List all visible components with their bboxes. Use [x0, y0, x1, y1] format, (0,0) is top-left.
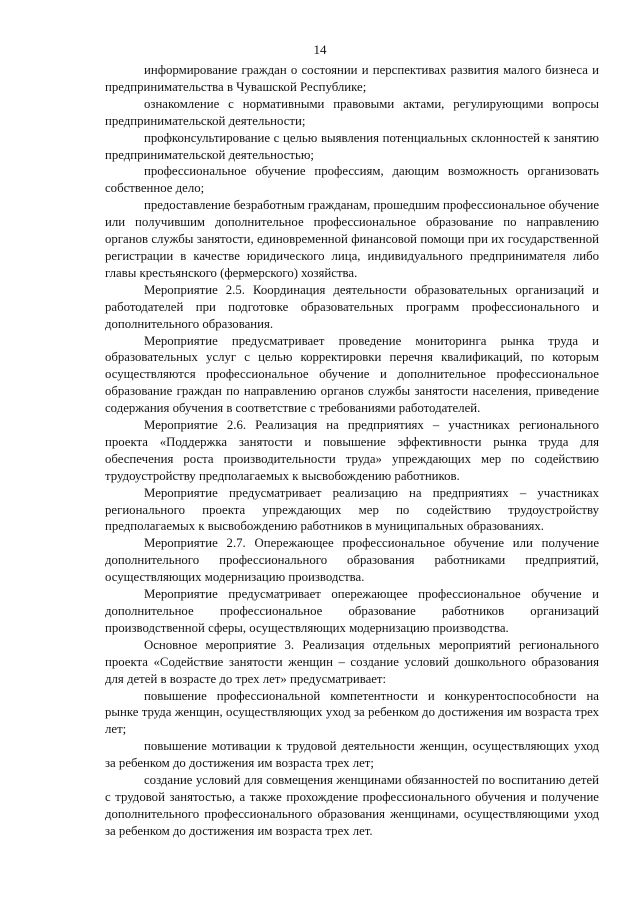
paragraph: Основное мероприятие 3. Реализация отдельных мероприятий регионального проекта «Содействие занятости женщин – создание условий дошкольного образования для детей в возрасте до трех лет» предусматривает:: [105, 637, 599, 686]
document-body: [105, 62, 599, 840]
paragraph: Мероприятие предусматривает опережающее профессиональное обучение и дополнительное профессиональное образование работников организаций производственной сферы, осуществляющих модернизацию производства.: [105, 587, 599, 635]
paragraph: Мероприятие предусматривает реализацию на предприятиях – участниках регионального проекта упреждающих мер по содействию трудоустройству предполагаемых к высвобождению работников в муниципальных образованиях.: [105, 485, 599, 534]
paragraph: ознакомление с нормативными правовыми актами, регулирующими вопросы предпринимательской деятельности;: [105, 96, 599, 128]
paragraph: профессиональное обучение профессиям, дающим возможность организовать собственное дело;: [105, 164, 599, 196]
paragraph: информирование граждан о состоянии и перспективах развития малого бизнеса и предпринимательства в Чувашской Республике;: [105, 63, 599, 94]
paragraph: создание условий для совмещения женщинами обязанностей по воспитанию детей с трудовой занятостью, а также прохождение профессионального обучения и получение дополнительного профессионального образования женщинами, осуществляющими уход за ребенком до достижения им возраста трех лет.: [105, 773, 599, 838]
paragraph: Мероприятие предусматривает проведение мониторинга рынка труда и образовательных услуг с целью корректировки перечня квалификаций, по которым осуществляются профессиональное обучение и дополнительное профессиональное образование граждан по направлению органов службы занятости населения, приведение содержания обучения в соответствие с требованиями работодателей.: [105, 333, 599, 416]
paragraph: повышение мотивации к трудовой деятельности женщин, осуществляющих уход за ребенком до достижения им возраста трех лет;: [105, 739, 599, 771]
page-number: 14: [313, 42, 327, 57]
paragraph: Мероприятие 2.7. Опережающее профессиональное обучение или получение дополнительного профессионального образования работниками предприятий, осуществляющих модернизацию производства.: [105, 536, 599, 585]
paragraph: Мероприятие 2.5. Координация деятельности образовательных организаций и работодателей при подготовке образовательных программ профессионального и дополнительного образования.: [105, 282, 599, 331]
paragraph: Мероприятие 2.6. Реализация на предприятиях – участниках регионального проекта «Поддержка занятости и повышение эффективности рынка труда для обеспечения роста производительности труда» упреждающих мер по содействию трудоустройству предполагаемых к высвобождению работников.: [105, 418, 599, 483]
paragraph: предоставление безработным гражданам, прошедшим профессиональное обучение или получившим дополнительное профессиональное образование по направлению органов службы занятости, единовременной финансовой помощи при их государственной регистрации в качестве юридического лица, индивидуального предпринимателя либо главы крестьянского (фермерского) хозяйства.: [105, 198, 599, 280]
paragraph: профконсультирование с целью выявления потенциальных склонностей к занятию предпринимательской деятельностью;: [105, 130, 599, 162]
paragraph: повышение профессиональной компетентности и конкурентоспособности на рынке труда женщин, осуществляющих уход за ребенком до достижения им возраста трех лет;: [105, 688, 599, 737]
